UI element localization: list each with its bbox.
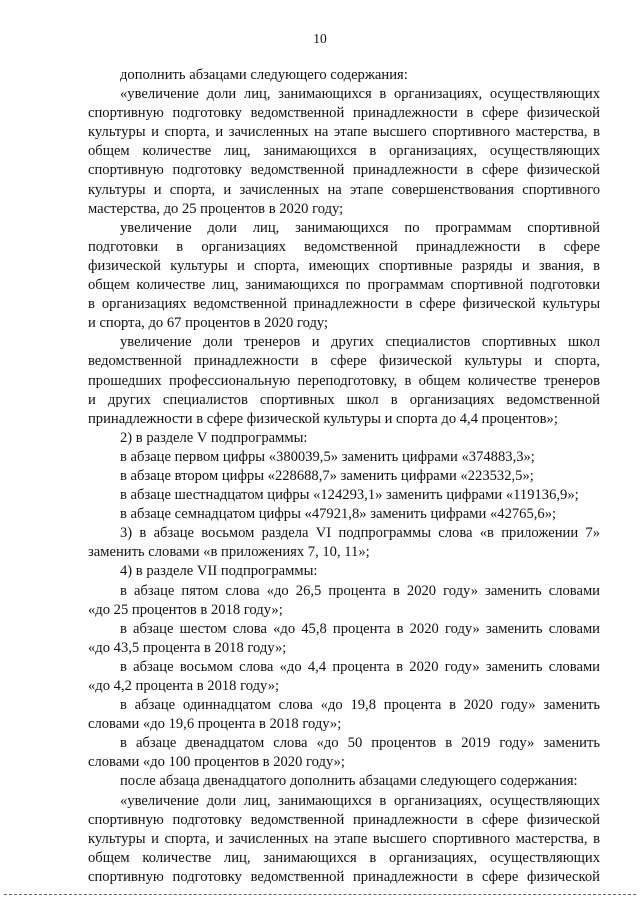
document-body (88, 66, 600, 887)
text-line: «увеличение доли лиц, занимающихся в организациях, осуществляющих (120, 792, 600, 809)
text-line: мастерства, до 25 процентов в 2020 году; (88, 200, 344, 217)
text-line: спортивную подготовку ведомственной принадлежности в сфере физической (88, 811, 600, 828)
text-line: в абзаце шестом слова «до 45,8 процента в 2020 году» заменить словами (120, 620, 600, 637)
text-line: культуры и спорта, и зачисленных на этапе высшего спортивного мастерства, в (88, 830, 600, 847)
text-line: увеличение доли тренеров и других специалистов спортивных школ (120, 334, 600, 351)
text-line: общем количестве лиц, занимающихся в организациях, осуществляющих (88, 143, 600, 160)
text-line: дополнить абзацами следующего содержания: (120, 67, 408, 83)
text-line: культуры и спорта, и зачисленных на этапе высшего спортивного мастерства, в (88, 124, 600, 141)
text-line: словами «до 100 процентов в 2020 году»; (88, 754, 345, 771)
text-line: спортивную подготовку ведомственной принадлежности в сфере физической (88, 105, 600, 122)
text-line: спортивную подготовку ведомственной принадлежности в сфере физической (88, 162, 600, 179)
text-line: в абзаце шестнадцатом цифры «124293,1» заменить цифрами «119136,9»; (120, 487, 579, 504)
text-line: подготовки в организациях ведомственной принадлежности в сфере (88, 238, 600, 255)
text-line: принадлежности в сфере физической культуры и спорта до 4,4 процентов»; (88, 410, 558, 427)
text-line: в абзаце первом цифры «380039,5» заменить цифрами «374883,3»; (120, 448, 535, 465)
text-line: после абзаца двенадцатого дополнить абзацами следующего содержания: (120, 773, 578, 790)
page-number: 10 (313, 31, 327, 46)
text-line: и других специалистов спортивных школ в организациях ведомственной (88, 391, 600, 408)
text-line: ведомственной принадлежности в сфере физической культуры и спорта, (88, 353, 600, 370)
text-line: заменить словами «в приложениях 7, 10, 11»; (88, 544, 370, 561)
text-line: физической культуры и спорта, имеющих спортивные разряды и звания, в (88, 257, 600, 274)
text-line: в абзаце двенадцатом слова «до 50 процентов в 2019 году» заменить (120, 735, 600, 752)
text-line: «увеличение доли лиц, занимающихся в организациях, осуществляющих (120, 86, 600, 103)
text-line: «до 25 процентов в 2018 году»; (88, 601, 283, 618)
text-line: прошедших профессиональную переподготовку, в общем количестве тренеров (88, 372, 600, 389)
text-line: словами «до 19,6 процента в 2018 году»; (88, 716, 342, 733)
text-line: и спорта, до 67 процентов в 2020 году; (88, 315, 329, 332)
text-line: в абзаце восьмом слова «до 4,4 процента в 2020 году» заменить словами (120, 658, 600, 675)
text-line: в абзаце втором цифры «228688,7» заменить цифрами «223532,5»; (120, 467, 534, 484)
text-line: 4) в разделе VII подпрограммы: (120, 563, 318, 580)
text-line: спортивную подготовку ведомственной принадлежности в сфере физической (88, 868, 600, 885)
text-line: увеличение доли лиц, занимающихся по программам спортивной (120, 219, 600, 236)
text-line: в абзаце одиннадцатом слова «до 19,8 процента в 2020 году» заменить (120, 697, 600, 714)
text-line: 3) в абзаце восьмом раздела VI подпрограммы слова «в приложении 7» (120, 525, 600, 542)
text-line: в организациях ведомственной принадлежности в сфере физической культуры (88, 296, 600, 313)
text-line: в абзаце пятом слова «до 26,5 процента в 2020 году» заменить словами (120, 582, 600, 599)
footer-divider (4, 894, 636, 895)
text-line: 2) в разделе V подпрограммы: (120, 429, 308, 446)
text-line: «до 43,5 процента в 2018 году»; (88, 639, 287, 656)
text-line: в абзаце семнадцатом цифры «47921,8» заменить цифрами «42765,6»; (120, 506, 557, 523)
text-line: культуры и спорта, и зачисленных на этапе совершенствования спортивного (88, 181, 600, 198)
text-line: «до 4,2 процента в 2018 году»; (88, 678, 280, 694)
text-line: общем количестве лиц, занимающихся по программам спортивной подготовки (88, 277, 600, 294)
text-line: общем количестве лиц, занимающихся в организациях, осуществляющих (88, 849, 600, 866)
